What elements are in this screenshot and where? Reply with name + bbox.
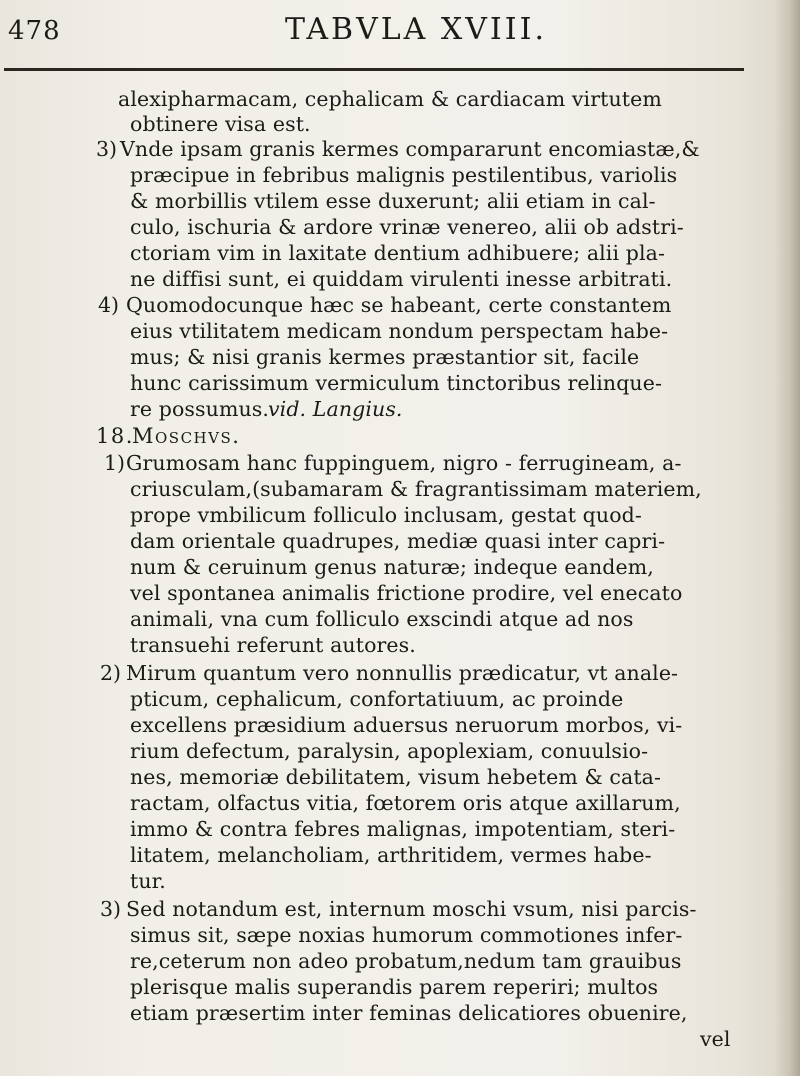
text-line: re possumus.: [130, 397, 270, 421]
text-line: præcipue in febribus malignis pestilentibus, variolis: [130, 163, 678, 187]
running-head: [0, 6, 800, 66]
text-line: animali, vna cum folliculo exscindi atque ad nos: [130, 607, 634, 631]
text-line: Mirum quantum vero nonnullis prædicatur, vt anale-: [126, 661, 679, 685]
section-heading: Moschvs.: [132, 424, 241, 448]
catchword: vel: [700, 1027, 731, 1051]
text-line: ne diffisi sunt, ei quiddam virulenti inesse arbitrati.: [130, 267, 673, 291]
text-line: simus sit, sæpe noxias humorum commotiones infer-: [130, 923, 683, 947]
section-number: 4): [98, 293, 120, 317]
header-rule: [4, 68, 744, 71]
text-line: hunc carissimum vermiculum tinctoribus relinque-: [130, 371, 662, 395]
running-title: TABVLA XVIII.: [285, 12, 547, 47]
text-line: nes, memoriæ debilitatem, visum hebetem & cata-: [130, 765, 662, 789]
text-line: Vnde ipsam granis kermes compararunt encomiastæ,&: [120, 137, 700, 161]
text-line: ractam, olfactus vitia, fœtorem oris atque axillarum,: [130, 791, 681, 815]
section-number: 3): [100, 897, 122, 921]
text-line: eius vtilitatem medicam nondum perspectam habe-: [130, 319, 669, 343]
text-line: transuehi referunt autores.: [130, 633, 416, 657]
text-line: vel spontanea animalis frictione prodire, vel enecato: [130, 581, 683, 605]
text-line: re,ceterum non adeo probatum,nedum tam grauibus: [130, 949, 682, 973]
text-line: ctoriam vim in laxitate dentium adhibuere; alii pla-: [130, 241, 665, 265]
text-line: dam orientale quadrupes, mediæ quasi inter capri-: [130, 529, 666, 553]
text-line: pticum, cephalicum, confortatiuum, ac proinde: [130, 687, 624, 711]
text-line: num & ceruinum genus naturæ; indeque eandem,: [130, 555, 654, 579]
text-line: immo & contra febres malignas, impotentiam, steri-: [130, 817, 676, 841]
text-line: mus; & nisi granis kermes præstantior sit, facile: [130, 345, 640, 369]
page-number: 478: [8, 16, 61, 46]
text-line: prope vmbilicum folliculo inclusam, gestat quod-: [130, 503, 642, 527]
text-line: rium defectum, paralysin, apoplexiam, conuulsio-: [130, 739, 649, 763]
section-number: 3): [96, 137, 118, 161]
text-line: etiam præsertim inter feminas delicatiores obuenire,: [130, 1001, 688, 1025]
text-line: & morbillis vtilem esse duxerunt; alii etiam in cal-: [130, 189, 656, 213]
section-number: 1): [104, 451, 126, 475]
text-line: Quomodocunque hæc se habeant, certe constantem: [126, 293, 672, 317]
text-line: excellens præsidium aduersus neruorum morbos, vi-: [130, 713, 683, 737]
text-line: obtinere visa est.: [130, 112, 311, 136]
text-line: alexipharmacam, cephalicam & cardiacam virtutem: [118, 87, 662, 111]
text-line: tur.: [130, 869, 166, 893]
citation: vid. Langius.: [268, 397, 403, 421]
text-line: litatem, melancholiam, arthritidem, vermes habe-: [130, 843, 652, 867]
text-line: Sed notandum est, internum moschi vsum, nisi parcis-: [126, 897, 697, 921]
text-line: plerisque malis superandis parem reperiri; multos: [130, 975, 659, 999]
section-number: 2): [100, 661, 122, 685]
section-heading-number: 18.: [96, 424, 134, 448]
text-line: Grumosam hanc fuppinguem, nigro - ferrugineam, a-: [126, 451, 682, 475]
text-line: criusculam,(subamaram & fragrantissimam materiem,: [130, 477, 702, 501]
page-edge-shadow: [774, 0, 800, 1076]
text-line: culo, ischuria & ardore vrinæ venereo, alii ob adstri-: [130, 215, 684, 239]
